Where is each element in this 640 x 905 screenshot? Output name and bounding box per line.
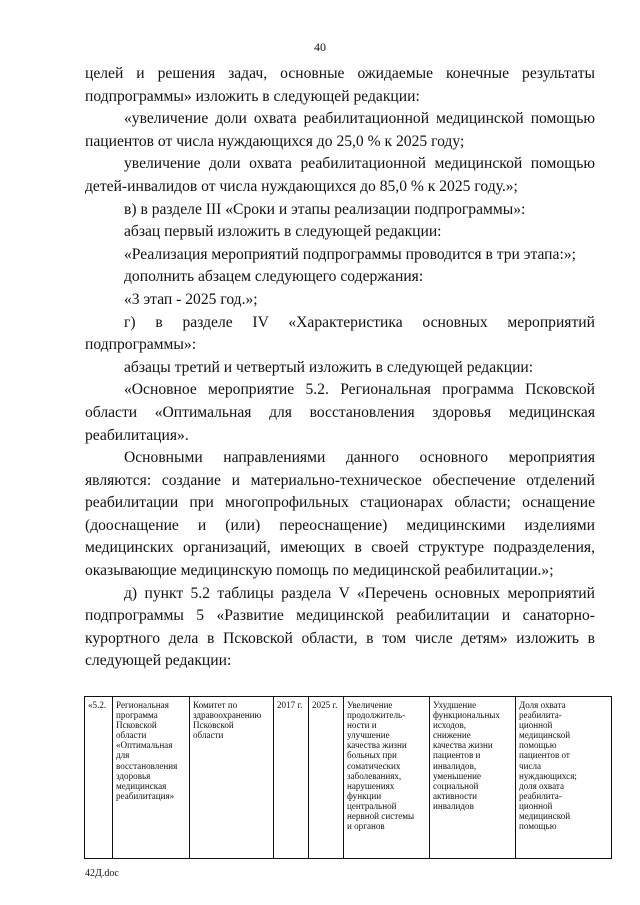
cell-line: медицинской [519, 730, 571, 741]
cell-line: ности и [347, 720, 377, 731]
paragraph: целей и решения задач, основные ожидаемые конечные результаты подпрограммы» изложить в следующей редакции: [85, 65, 595, 105]
program-name-cell [113, 697, 190, 859]
item-number-cell [85, 697, 113, 859]
cell-line: нарушениях [347, 780, 395, 791]
cell-line: Псковской [116, 720, 157, 731]
cell-line: числа [519, 760, 542, 771]
cell-line: Региональная [116, 700, 169, 710]
cell-line: доля охвата [519, 780, 565, 791]
cell-line: Комитет по [193, 700, 238, 710]
cell-line: инвалидов [433, 800, 474, 811]
paragraph: «Основное мероприятие 5.2. Региональная программа Псковской области «Оптимальная для восстановления здоровья медицинская реабилитация». [85, 381, 595, 444]
paragraph: «3 этап - 2025 год.»; [124, 290, 258, 308]
paragraph: дополнить абзацем следующего содержания: [124, 268, 424, 286]
cell-line: пациентов и [433, 750, 481, 761]
cell-line: Доля охвата [519, 700, 566, 710]
cell-line: заболеваниях, [347, 770, 402, 781]
paragraph: увеличение доли охвата реабилитационной медицинской помощью детей-инвалидов от числа нуждающихся до 85,0 % к 2025 году.»; [85, 155, 595, 195]
cell-line: «5.2. [88, 700, 107, 710]
paragraph: г) в разделе IV «Характеристика основных мероприятий подпрограммы»: [85, 313, 595, 354]
cell-line: Увеличение [347, 700, 393, 710]
cell-line: реабилитация» [116, 790, 175, 801]
cell-line: больных при [347, 750, 397, 761]
cell-line: «Оптимальная [116, 740, 173, 751]
cell-line: здоровья [116, 770, 151, 781]
cell-line: области [193, 730, 224, 741]
end-year-cell [309, 697, 344, 859]
cell-line: исходов, [433, 720, 467, 731]
cell-line: инвалидов, [433, 760, 477, 771]
paragraph: Основными направлениями данного основного мероприятия являются: создание и материально-техническое обеспечение отделений реабилитации при многопрофильных стационарах области; оснащение (дооснащение и (или) переоснащение) медицинскими изделиями медицинских организаций, имеющих в своей структуре подразделения, оказывающие медицинскую помощь по медицинской реабилитации.»; [85, 449, 595, 580]
file-name-footer: 42Д.doc [85, 868, 119, 879]
start-year-cell [274, 697, 309, 859]
cell-line: медицинской [519, 811, 571, 822]
document-body [85, 63, 595, 673]
cell-line: Псковской [193, 720, 234, 731]
table-row [85, 697, 612, 859]
cell-line: центральной [347, 800, 397, 811]
cell-line: пациентов от [519, 750, 570, 761]
paragraph: д) пункт 5.2 таблицы раздела V «Перечень основных мероприятий подпрограммы 5 «Развитие медицинской реабилитации и санаторно-курортного дела в Псковской области, в том числе детям» изложить в следующей редакции: [85, 584, 595, 670]
cell-line: Ухудшение [433, 700, 477, 710]
paragraph: абзац первый изложить в следующей редакции: [124, 223, 442, 241]
cell-line: снижение [433, 730, 471, 741]
cell-line: продолжитель- [347, 710, 406, 721]
cell-line: для [116, 750, 130, 761]
cell-line: здравоохранению [193, 710, 262, 721]
measures-table [84, 696, 612, 859]
cell-line: программа [116, 710, 158, 721]
cell-line: качества жизни [433, 740, 493, 751]
cell-line: помощью [519, 740, 557, 751]
cell-line: нервной системы [347, 811, 415, 822]
cell-line: функциональных [433, 710, 500, 721]
cell-line: области [116, 730, 147, 741]
paragraph: «Реализация мероприятий подпрограммы проводится в три этапа:»; [124, 245, 576, 263]
paragraph: «увеличение доли охвата реабилитационной медицинской помощью пациентов от числа нуждающихся до 25,0 % к 2025 году; [85, 110, 595, 150]
paragraph: абзацы третий и четвертый изложить в следующей редакции: [124, 358, 534, 376]
cell-line: ционной [519, 720, 553, 731]
cell-line: реабилита- [519, 790, 562, 801]
cell-line: медицинская [116, 780, 167, 791]
cell-line: 2017 г. [277, 700, 303, 710]
cell-line: социальной [433, 780, 479, 791]
cell-line: нуждающихся; [519, 770, 577, 781]
cell-line: активности [433, 790, 477, 801]
indicator-cell [516, 697, 612, 859]
paragraph: в) в разделе III «Сроки и этапы реализации подпрограммы»: [124, 200, 526, 218]
executor-cell [190, 697, 274, 859]
page-number: 40 [314, 40, 326, 54]
expected-result-cell [344, 697, 430, 859]
consequences-cell [430, 697, 516, 859]
cell-line: помощью [519, 821, 557, 832]
cell-line: и органов [347, 821, 385, 832]
cell-line: восстановления [116, 760, 178, 771]
cell-line: реабилита- [519, 710, 562, 721]
cell-line: качества жизни [347, 740, 407, 751]
cell-line: ционной [519, 800, 553, 811]
cell-line: уменьшение [433, 770, 482, 781]
cell-line: соматических [347, 760, 401, 771]
cell-line: улучшение [347, 730, 390, 741]
cell-line: 2025 г. [312, 700, 338, 710]
cell-line: функции [347, 790, 382, 801]
